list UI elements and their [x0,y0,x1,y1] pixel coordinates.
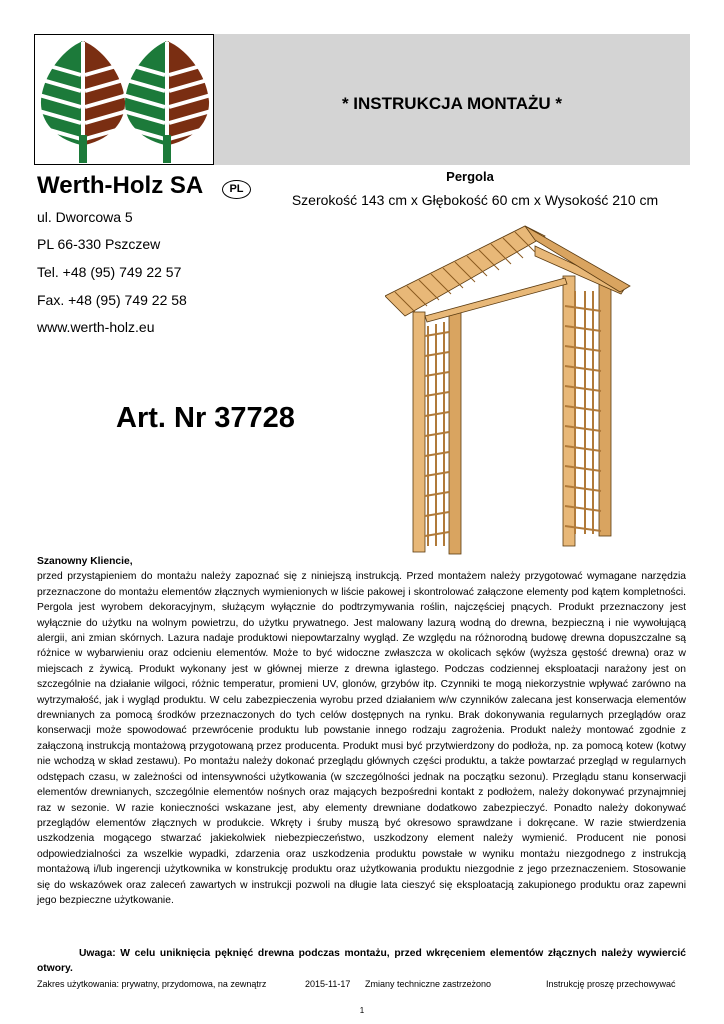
product-dimensions: Szerokość 143 cm x Głębokość 60 cm x Wysokość 210 cm [291,192,659,208]
website-link[interactable]: www.werth-holz.eu [37,319,155,335]
article-number: Art. Nr 37728 [116,402,295,434]
instructions-body [37,554,686,908]
header-bar [214,34,690,165]
product-name: Pergola [446,169,494,184]
footer-changes: Zmiany techniczne zastrzeżono [365,979,492,989]
address-city: PL 66-330 Pszczew [37,236,161,252]
footer-usage: Zakres użytkowania: prywatny, przydomowa, na zewnątrz [37,979,267,989]
pergola-icon [385,216,635,556]
phone-number: Tel. +48 (95) 749 22 57 [37,264,182,280]
address-street: ul. Dworcowa 5 [37,209,133,225]
company-name: Werth-Holz SA [37,172,204,199]
document-title: * INSTRUKCJA MONTAŻU * [341,94,563,113]
greeting: Szanowny Kliencie, [37,556,133,567]
warning-note: Uwaga: W celu uniknięcia pęknięć drewna podczas montażu, przed wkręceniem elementów złącznych należy wywiercić otwory. [37,948,686,975]
tree-logo-icon [35,35,215,166]
page-number: 1 [359,1006,365,1015]
instructions-paragraph: przed przystąpieniem do montażu należy zapoznać się z niniejszą instrukcją. Przed montażem należy przygotować wymagane narzędzia przeznaczone do montażu elementów złącznych wymienionych w liście pakowej i skontrolować załączone elementy pod kątem kompletności. Pergola jest wyrobem dekoracyjnym, służącym wyłącznie do podtrzymywania roślin, najczęściej pnących. Produkt przeznaczony jest wyłącznie do użytku na wolnym powietrzu, do użytku prywatnego. Jest malowany lazurą wodną do drewna, bezpieczną i nie wywołującą alergii, ani zmian skórnych. Lazura nadaje produktowi niepowtarzalny wygląd. Ze względu na różnorodną budowę drewna dopuszczalne są różnice w wybarwieniu oraz odcieniu elementów. Może to być widoczne zwłaszcza w okolicach sęków (wyższa gęstość drewna) oraz w miejscach z żywicą. Produkt wykonany jest w głównej mierze z drewna iglastego. Podczas codziennej eksploatacji narażony jest on szczególnie na działanie wilgoci, różnic temperatur, promieni UV, glonów, grzybów itp. Czynniki te mogą niekorzystnie wpływać zarówno na wytrzymałość, jak i wygląd produktu. W celu zabezpieczenia wyrobu przed działaniem w/w czynników zalecana jest konserwacja elementów drewnianych za pomocą środków przeznaczonych do tych celów dostępnych na rynku. Brak dokonywania regularnych przeglądów oraz konserwacji może spowodować przewrócenie produktu lub powstanie innego rodzaju zagrożenia. Produkt należy montować zgodnie z załączoną instrukcją montażową przygotowaną przez producenta. Produkt musi być przytwierdzony do podłoża, np. za pomocą kotew (kotwy nie wchodzą w skład zestawu). Po montażu należy dokonać przeglądu głównych części produktu, a także powtarzać przegląd w regularnych odstępach czasu, w zależności od intensywności użytkowania (w szczególności jednak na początku sezonu). Przeglądu stanu konserwacji elementów drewnianych, szczególnie elementów nośnych oraz mających bezpośredni kontakt z podłożem, należy dokonywać przynajmniej raz w sezonie. W razie konieczności wskazane jest, aby elementy drewniane dodatkowo zabezpieczyć. Ponadto należy dokonywać przeglądów elementów złącznych w produkcie. Wkręty i śruby muszą być okresowo sprawdzane i dokręcane. W razie stwierdzenia uszkodzenia mogącego stwarzać jakiekolwiek niebezpieczeństwo, uszkodzony element należy wymienić. Producent nie ponosi odpowiedzialności za wszelkie wypadki, zdarzenia oraz uszkodzenia produktu powstałe w wyniku montażu niezgodnego z instrukcją montażową i/lub ingerencji użytkownika w konstrukcję produktu oraz użytkowania produktu niezgodnie z jego przeznaczeniem. Stosowanie się do wskazówek oraz zaleceń zawartych w instrukcji pozwoli na długie lata cieszyć się eksploatacją zakupionego produktu oraz zapewni jego bezpieczne użytkowanie. [37,571,686,906]
fax-number: Fax. +48 (95) 749 22 58 [37,292,187,308]
country-badge: PL [222,180,251,199]
footer-keep-note: Instrukcję proszę przechowywać [546,979,676,989]
pergola-illustration [385,216,635,561]
company-logo [34,34,214,165]
footer-date: 2015-11-17 [305,979,351,989]
